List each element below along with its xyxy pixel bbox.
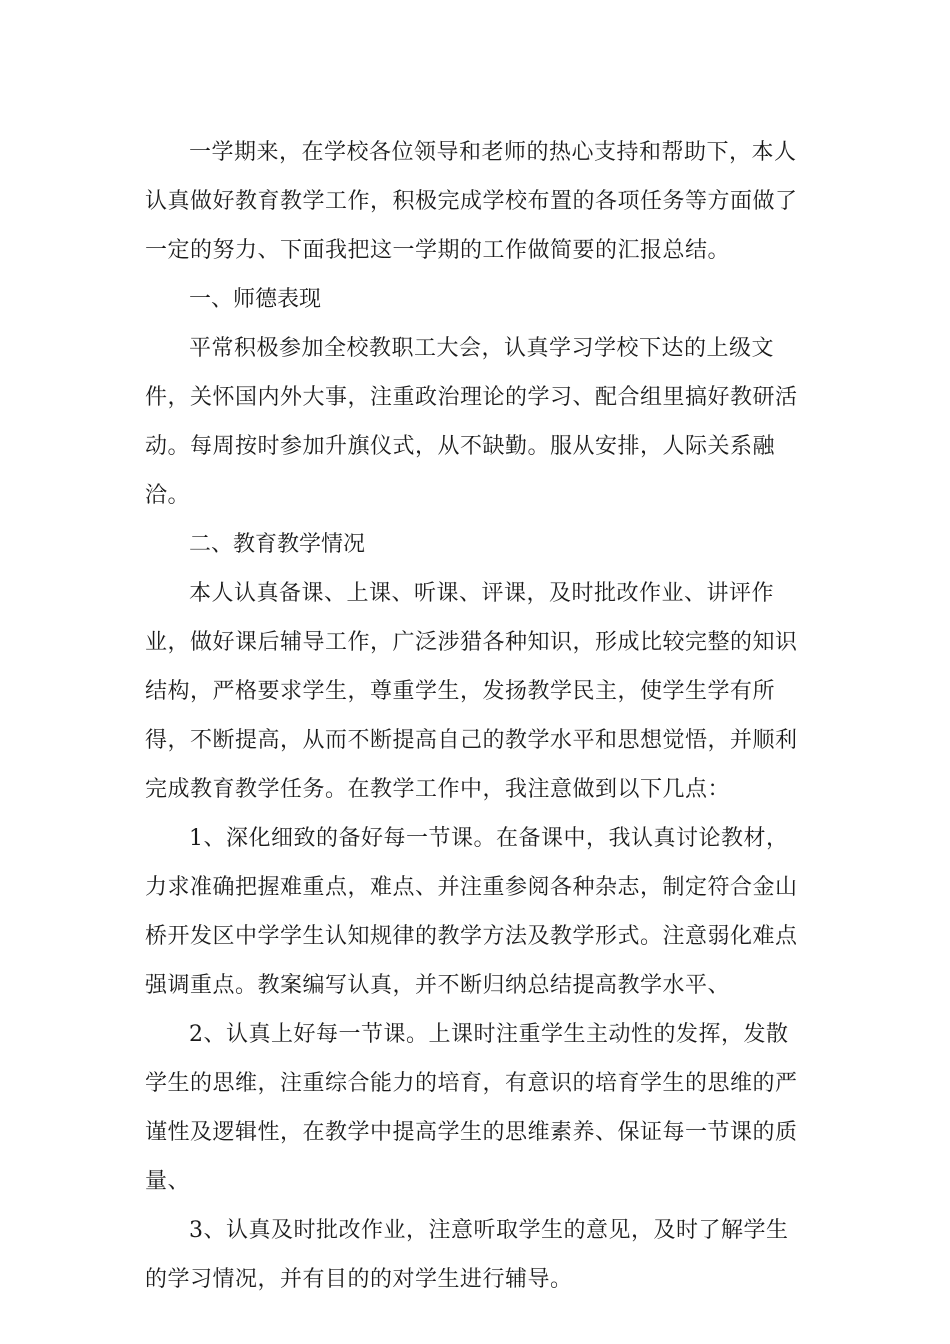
document-body — [145, 128, 810, 1304]
point-1-paragraph: 1、深化细致的备好每一节课。在备课中，我认真讨论教材，力求准确把握难重点，难点、并注重参阅各种杂志，制定符合金山桥开发区中学学生认知规律的教学方法及教学形式。注意弱化难点强调重点。教案编写认真，并不断归纳总结提高教学水平、 — [145, 826, 798, 998]
section-heading-ethics: 一、师德表现 — [189, 287, 322, 312]
point-2-paragraph: 2、认真上好每一节课。上课时注重学生主动性的发挥，发散学生的思维，注重综合能力的培育，有意识的培育学生的思维的严谨性及逻辑性，在教学中提高学生的思维素养、保证每一节课的质量、 — [145, 1022, 798, 1194]
ethics-paragraph: 平常积极参加全校教职工大会，认真学习学校下达的上级文件，关怀国内外大事，注重政治理论的学习、配合组里搞好教研活动。每周按时参加升旗仪式，从不缺勤。服从安排，人际关系融洽。 — [145, 336, 798, 508]
section-heading-teaching: 二、教育教学情况 — [189, 532, 366, 557]
point-3-paragraph: 3、认真及时批改作业，注意听取学生的意见，及时了解学生的学习情况，并有目的的对学生进行辅导。 — [145, 1218, 789, 1292]
teaching-paragraph: 本人认真备课、上课、听课、评课，及时批改作业、讲评作业，做好课后辅导工作，广泛涉猎各种知识，形成比较完整的知识结构，严格要求学生，尊重学生，发扬教学民主，使学生学有所得，不断提高，从而不断提高自己的教学水平和思想觉悟，并顺利完成教育教学任务。在教学工作中，我注意做到以下几点： — [145, 581, 798, 802]
intro-paragraph: 一学期来，在学校各位领导和老师的热心支持和帮助下，本人认真做好教育教学工作，积极完成学校布置的各项任务等方面做了一定的努力、下面我把这一学期的工作做简要的汇报总结。 — [145, 140, 798, 263]
